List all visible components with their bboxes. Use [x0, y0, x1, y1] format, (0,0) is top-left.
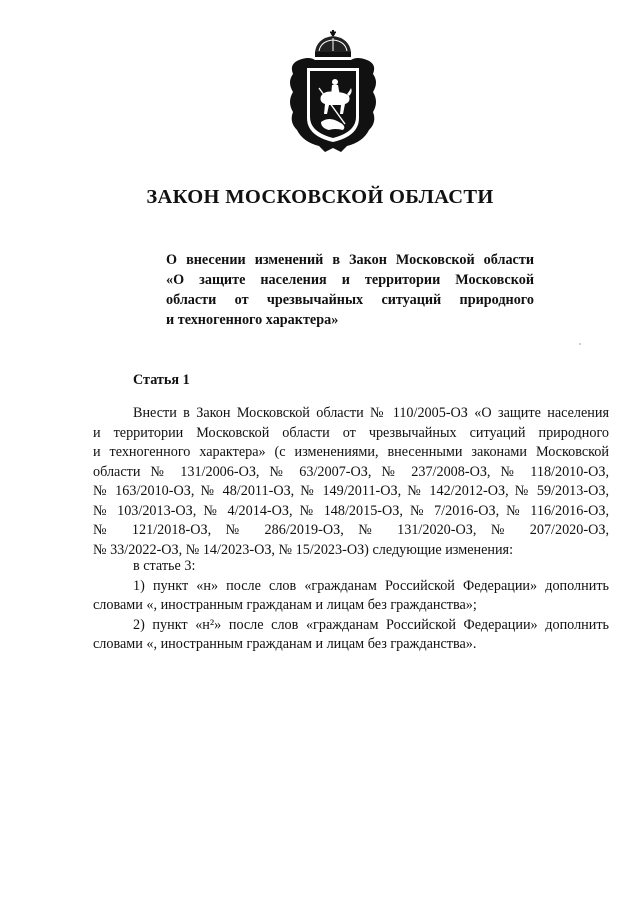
article-paragraph: [93, 404, 609, 560]
amendment-item-line: 2) пункт «н²» после слов «гражданам Российской Федерации» дополнить: [133, 616, 609, 633]
paragraph-line: и техногенного характера» (с изменениями, внесенными законами Московской: [93, 444, 609, 460]
subtitle-line: О внесении изменений в Закон Московской области: [166, 252, 534, 268]
law-title: ЗАКОН МОСКОВСКОЙ ОБЛАСТИ: [146, 186, 494, 208]
coat-of-arms-emblem: [285, 30, 381, 156]
amendments-list: [93, 557, 609, 655]
crown-icon: [315, 30, 351, 57]
scan-speck: [579, 343, 581, 345]
amendment-item-line: словами «, иностранным гражданам и лицам без гражданства».: [93, 636, 477, 652]
paragraph-line: Внести в Закон Московской области № 110/2005-ОЗ «О защите населения: [133, 405, 609, 421]
amendment-item-line: словами «, иностранным гражданам и лицам без гражданства»;: [93, 597, 477, 613]
subtitle-line: области от чрезвычайных ситуаций природного: [166, 292, 534, 308]
article-heading: Статья 1: [133, 372, 190, 388]
paragraph-line: № 103/2013-ОЗ, № 4/2014-ОЗ, № 148/2015-ОЗ, № 7/2016-ОЗ, № 116/2016-ОЗ,: [93, 502, 609, 519]
paragraph-line: № 121/2018-ОЗ, № 286/2019-ОЗ, № 131/2020-ОЗ, № 207/2020-ОЗ,: [93, 522, 609, 538]
paragraph-line: № 163/2010-ОЗ, № 48/2011-ОЗ, № 149/2011-ОЗ, № 142/2012-ОЗ, № 59/2013-ОЗ,: [93, 483, 609, 499]
amendment-item-line: 1) пункт «н» после слов «гражданам Российской Федерации» дополнить: [133, 577, 609, 594]
subtitle-line: и техногенного характера»: [166, 312, 339, 328]
paragraph-line: № 33/2022-ОЗ, № 14/2023-ОЗ, № 15/2023-ОЗ) следующие изменения:: [93, 541, 514, 558]
section-intro: в статье 3:: [133, 558, 196, 574]
paragraph-line: области № 131/2006-ОЗ, № 63/2007-ОЗ, № 237/2008-ОЗ, № 118/2010-ОЗ,: [93, 463, 609, 480]
law-subtitle: [166, 250, 534, 330]
subtitle-line: «О защите населения и территории Московской: [166, 272, 534, 288]
paragraph-line: и территории Московской области от чрезвычайных ситуаций природного: [93, 424, 609, 441]
